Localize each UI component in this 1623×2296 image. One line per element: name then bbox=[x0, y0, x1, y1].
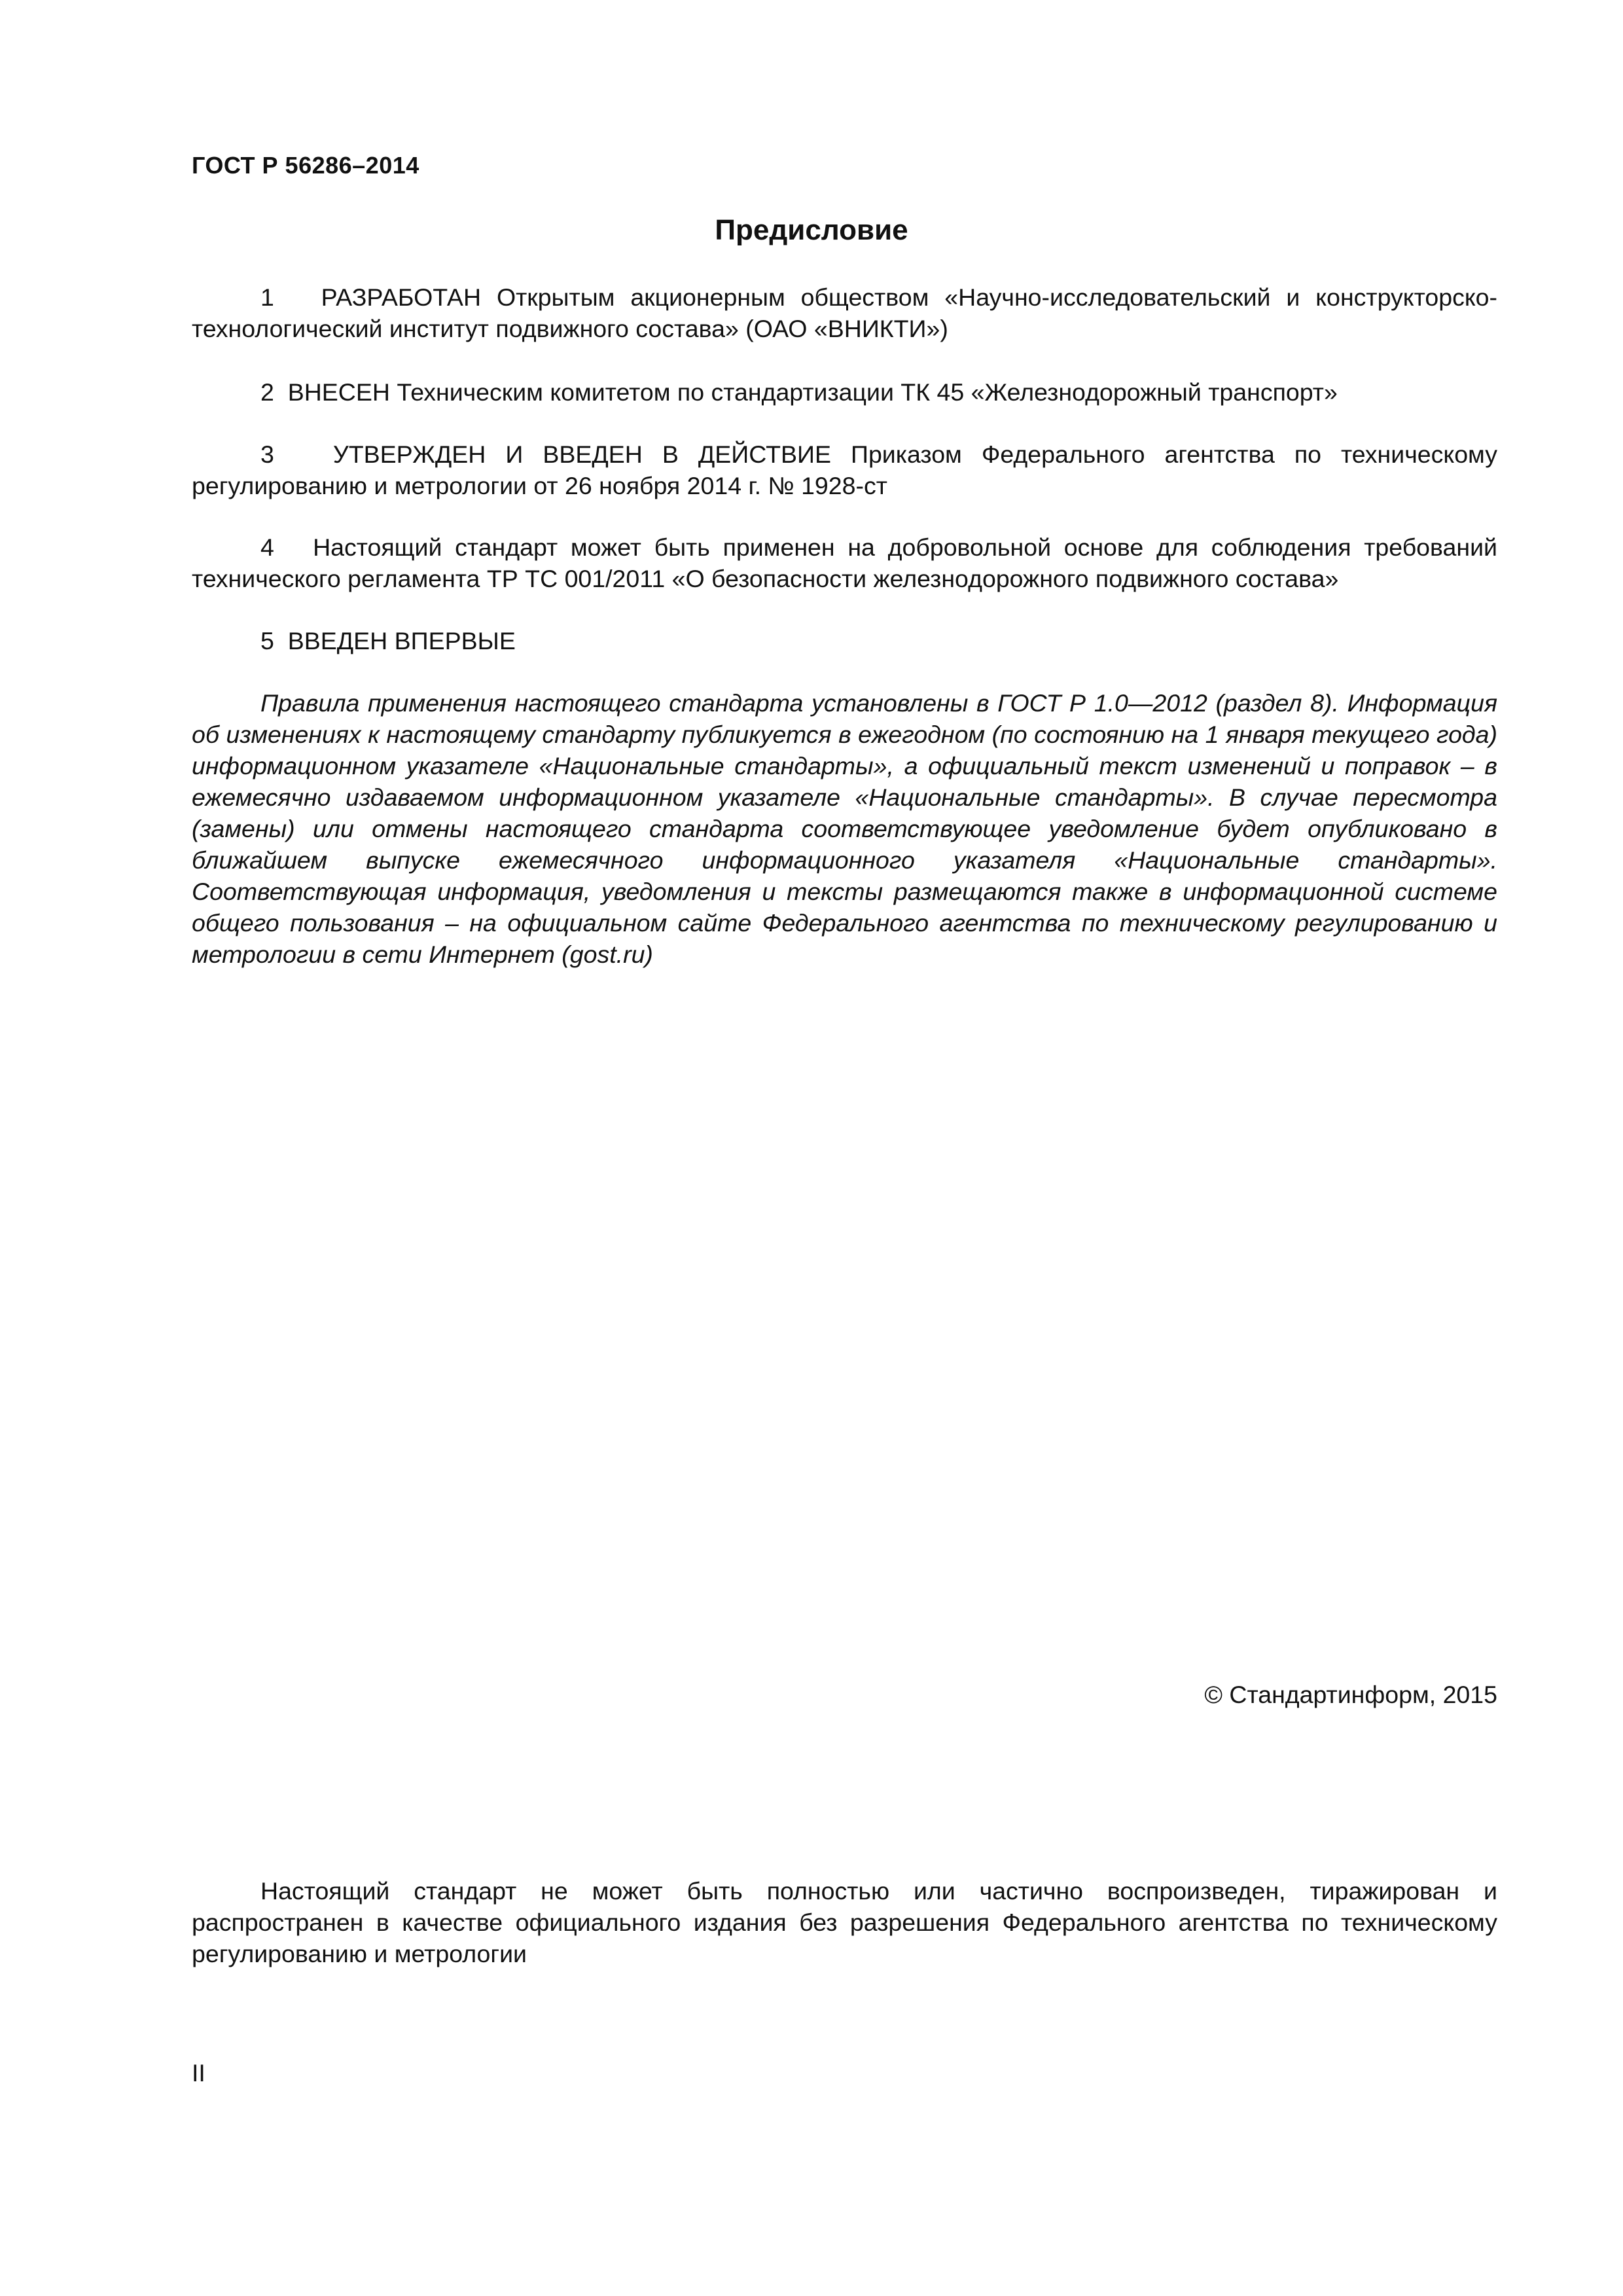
item-text: ВВЕДЕН ВПЕРВЫЕ bbox=[287, 627, 516, 655]
foreword-item-2 bbox=[192, 376, 1497, 408]
foreword-item-3 bbox=[192, 439, 1497, 501]
item-number: 5 bbox=[260, 627, 274, 655]
item-number: 3 bbox=[260, 440, 274, 468]
item-text: РАЗРАБОТАН Открытым акционерным обществом «Научно-исследовательский и конструкторско-технологический институт подвижного состава» (ОАО «ВНИКТИ») bbox=[192, 283, 1497, 342]
note-text: Правила применения настоящего стандарта установлены в ГОСТ Р 1.0—2012 (раздел 8). Информация об изменениях к настоящему стандарту публикуется в ежегодном (по состоянию на 1 января текущего года) информационном указателе «Национальные стандарты», а официальный текст изменений и поправок – в ежемесячно издаваемом информационном указателе «Национальные стандарты». В случае пересмотра (замены) или отмены настоящего стандарта соответствующее уведомление будет опубликовано в ближайшем выпуске ежемесячного информационного указателя «Национальные стандарты». Соответствующая информация, уведомления и тексты размещаются также в информационной системе общего пользования – на официальном сайте Федерального агентства по техническому регулированию и метрологии в сети Интернет (gost.ru) bbox=[192, 689, 1497, 968]
item-number: 4 bbox=[260, 533, 274, 561]
item-text: ВНЕСЕН Техническим комитетом по стандартизации ТК 45 «Железнодорожный транспорт» bbox=[287, 378, 1338, 406]
section-title: Предисловие bbox=[715, 214, 908, 246]
item-number: 2 bbox=[260, 378, 274, 406]
application-rules-note bbox=[192, 687, 1497, 970]
foreword-item-1 bbox=[192, 281, 1497, 344]
page-number: II bbox=[192, 2059, 205, 2087]
foreword-item-5 bbox=[192, 625, 1497, 656]
item-text: Настоящий стандарт может быть применен на добровольной основе для соблюдения требований технического регламента ТР ТС 001/2011 «О безопасности железнодорожного подвижного состава» bbox=[192, 533, 1497, 592]
foreword-item-4 bbox=[192, 531, 1497, 594]
item-text: УТВЕРЖДЕН И ВВЕДЕН В ДЕЙСТВИЕ Приказом Федерального агентства по техническому регулированию и метрологии от 26 ноября 2014 г. № 1928-ст bbox=[192, 440, 1497, 499]
document-id: ГОСТ Р 56286–2014 bbox=[192, 152, 419, 179]
reproduction-notice: Настоящий стандарт не может быть полностью или частично воспроизведен, тиражирован и распространен в качестве официального издания без разрешения Федерального агентства по техническому регулированию и метрологии bbox=[192, 1877, 1497, 1967]
item-number: 1 bbox=[260, 283, 274, 311]
copyright-line: © Стандартинформ, 2015 bbox=[1204, 1681, 1497, 1708]
